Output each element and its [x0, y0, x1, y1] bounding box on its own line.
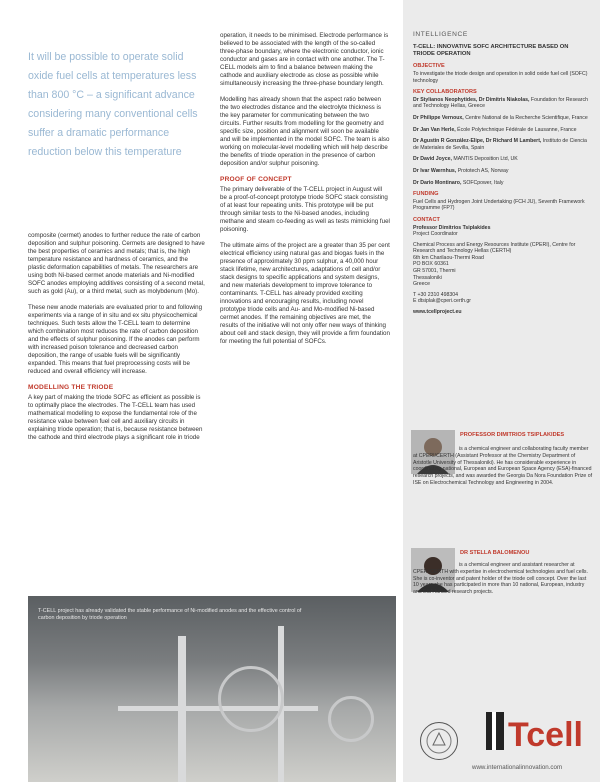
- tcell-logo: [484, 710, 584, 752]
- contact-name: Professor Dimitrios Tsiplakides: [413, 224, 491, 231]
- contact-role: Project Coordinator: [413, 231, 458, 238]
- sidebar-tag: INTELLIGENCE: [413, 31, 468, 38]
- logo-wordmark: Tcell: [508, 716, 583, 752]
- collaborator: [413, 115, 591, 122]
- person-name: DR STELLA BALOMENOU: [460, 550, 530, 556]
- lab-photo: [28, 596, 396, 782]
- paragraph: The ultimate aims of the project are a greater than 35 per cent electrical efficiency using natural gas and biogas fuels in the presence of approximately 30 ppm sulphur, a 40,000 hour stack lifetime, new architectures, adaptations of cell and/or stack designs to specific applications and system designs, and new materials development to improve tolerance to contaminants. T-CELL has already provided exciting innovations and encouraging results, including novel prototype triode cells and Au- and Mo-modified Ni-based cermet anodes. If the remaining objectives are met, the results of the initiative will not only offer new ways of thinking about cell and stack design, they will provide a firm foundation for meeting the full potential of SOFCs.: [220, 242, 390, 345]
- section-heading-proof: PROOF OF CONCEPT: [220, 176, 292, 183]
- contact-email[interactable]: E dtsiplak@cperi.certh.gr: [413, 298, 472, 305]
- person-name: PROFESSOR DIMITRIOS TSIPLAKIDES: [460, 432, 565, 438]
- collaborator: [413, 156, 591, 163]
- collaborator-name: Dr Philippe Vernoux,: [413, 114, 464, 121]
- collaborator-name: Dr Dario Montinaro,: [413, 179, 462, 186]
- collaborator-name: Dr Agustin R González-Elipe, Dr Richard M Lambert,: [413, 138, 542, 145]
- collaborator-org: SOFCpower, Italy: [462, 179, 504, 186]
- bio-balomenou-text: is a chemical engineer and assistant researcher at CPERI/CERTH with expertise in electrochemical technologies and fuel cells. She is co-inventor and patent holder of the triode cell concept. Over the last 10 years she has participated in more than 10 national, European, industry and ESA funded research projects.: [413, 562, 588, 596]
- section-heading-modelling: MODELLING THE TRIODE: [28, 384, 114, 391]
- photo-caption: T-CELL project has already validated the stable performance of Ni-modified anodes and the effective control of carbon deposition by triode operation: [38, 608, 302, 621]
- collaborator: [413, 127, 591, 134]
- pull-quote: It will be possible to operate solid oxide fuel cells at temperatures less than 800 °C – a significant advance considering many conventional cells suffer a dramatic performance reduction below this temperature: [28, 51, 198, 158]
- paragraph: operation, it needs to be minimised. Electrode performance is believed to be associated with the length of the so-called three-phase boundary, where the electronic conductor, ionic conductor and gases are in contact with one another. The T-CELL models aim to find a balance between making the cathode and auxiliary electrode as close as possible while simultaneously increasing the three-phase boundary length.: [220, 32, 389, 87]
- collaborators-heading: KEY COLLABORATORS: [413, 89, 477, 96]
- paragraph: These new anode materials are evaluated prior to and following experiments via a range of in situ and ex situ physicochemical techniques. Such tests allow the T-CELL team to determine which combination most reduces the rate of carbon deposition and the effects of sulphur poisoning. If the anodes can perform with increased poison tolerance and decreased carbon deposition, the range of usable fuels will be significantly expanded. This means that fuel preprocessing costs will be reduced and overall efficiency will increase.: [28, 304, 203, 375]
- footer-url[interactable]: www.internationalinnovation.com: [472, 764, 563, 771]
- contact-org: Chemical Process and Energy Resources Institute (CPERI), Centre for Research and Technology Hellas (CERTH): [413, 241, 576, 255]
- intelligence-sidebar: [403, 0, 600, 782]
- bio-balomenou: [460, 550, 594, 557]
- collaborator: [413, 168, 591, 175]
- paragraph: Modelling has already shown that the aspect ratio between the two electrodes distance and the electrolyte thickness is the key parameter for communicating between the two circuits. Further results from modelling for the geometry and specific size, position and alignment will soon be available and will be implemented in the model SOFC. The team is also working on molecular-level modelling which will help describe the benefits of triode operation in the presence of carbon deposition and/or sulphur poisoning.: [220, 96, 390, 167]
- lab-equipment: [218, 666, 284, 732]
- lab-equipment: [328, 696, 374, 742]
- funding-text: Fuel Cells and Hydrogen Joint Undertaking (FCH JU), Seventh Framework Programme (FP7): [413, 198, 585, 212]
- sidebar-title: T-CELL: INNOVATIVE SOFC ARCHITECTURE BASED ON TRIODE OPERATION: [413, 43, 569, 57]
- collaborator: [413, 97, 591, 110]
- collaborator: [413, 180, 591, 187]
- collaborator-org: MANTIS Deposition Ltd, UK: [453, 156, 518, 163]
- institute-seal-icon: [420, 722, 458, 760]
- collaborator-name: Dr David Joyce,: [413, 156, 452, 163]
- collaborator-org: Centre National de la Recherche Scientifique, France: [465, 114, 588, 121]
- bio-tsiplakides-text: is a chemical engineer and collaborating faculty member at CPERI/CERTH (Assistant Professor at the Chemistry Department of Aristotle University of Thessaloniki). He has considerable experience in coordinating national, European and European Space Agency (ESA)-financed research projects, and was awarded the Georgia Da Nora Foundation Prize of ISE on Electrochemical Technology and Engineering in 2004.: [413, 446, 593, 486]
- funding-heading: FUNDING: [413, 191, 439, 198]
- collaborator: [413, 138, 591, 151]
- collaborator-name: Dr Stylianos Neophytides, Dr Dimitris Niakolas,: [413, 96, 530, 103]
- paragraph: A key part of making the triode SOFC as efficient as possible is to optimally place the electrodes. The T-CELL team has used mathematical modelling to expose the fundamental role of the resistance value between fuel cell and auxiliary circuits in explaining triode operation; that is, because resistance between the cathode and third electrode plays a significant role in triode: [28, 394, 203, 441]
- contact-heading: CONTACT: [413, 216, 440, 223]
- address-line: 6th km Charilaou-Thermi Road: [413, 254, 484, 261]
- paragraph: composite (cermet) anodes to further reduce the rate of carbon deposition and sulphur poisoning. Cermets are designed to have the best properties of ceramics and metals; that is, the high temperature resistance and hardness of ceramics, and the plastic deformation capabilities of metals. The researchers are using both Ni-based cermet anode materials and Ni-modified SOFC anodes employing additives consisting of a second metal, such as gold (Au), or a third metal, such as molybdenum (Mo).: [28, 232, 205, 295]
- collaborator-org: Prototech AS, Norway: [457, 167, 509, 174]
- paragraph: The primary deliverable of the T-CELL project in August will be a proof-of-concept prototype triode SOFC stack consisting of at least four repeating units. This prototype will be put through similar tests to the Ni-based anodes, including methane and steam co-feeding as well as tests mimicking fuel poisoning.: [220, 186, 390, 233]
- collaborator-org: Foundation for Research and Technology Hellas, Greece: [413, 96, 589, 110]
- collaborator-name: Dr Jan Van Herle,: [413, 126, 456, 133]
- address-line: Greece: [413, 281, 431, 288]
- article-column-1: [28, 232, 206, 450]
- article-column-2: [220, 32, 390, 354]
- objective-text: To investigate the triode design and operation in solid oxide fuel cell (SOFC) technology: [413, 71, 588, 84]
- address-line: PO BOX 60361: [413, 261, 449, 268]
- contact-phone: T +30 2310 498304: [413, 291, 459, 298]
- objective-heading: OBJECTIVE: [413, 63, 445, 70]
- bio-tsiplakides: [460, 432, 594, 439]
- collaborator-org: École Polytechnique Fédérale de Lausanne, France: [457, 126, 577, 133]
- address-line: GR 57001, Thermi: [413, 268, 456, 275]
- collaborator-org: Instituto de Ciencia de Materiales de Sevilla, Spain: [413, 138, 587, 151]
- collaborator-name: Dr Ivar Wærnhus,: [413, 167, 457, 174]
- address-line: Thessaloniki: [413, 274, 442, 281]
- project-website-link[interactable]: www.tcellproject.eu: [413, 309, 462, 316]
